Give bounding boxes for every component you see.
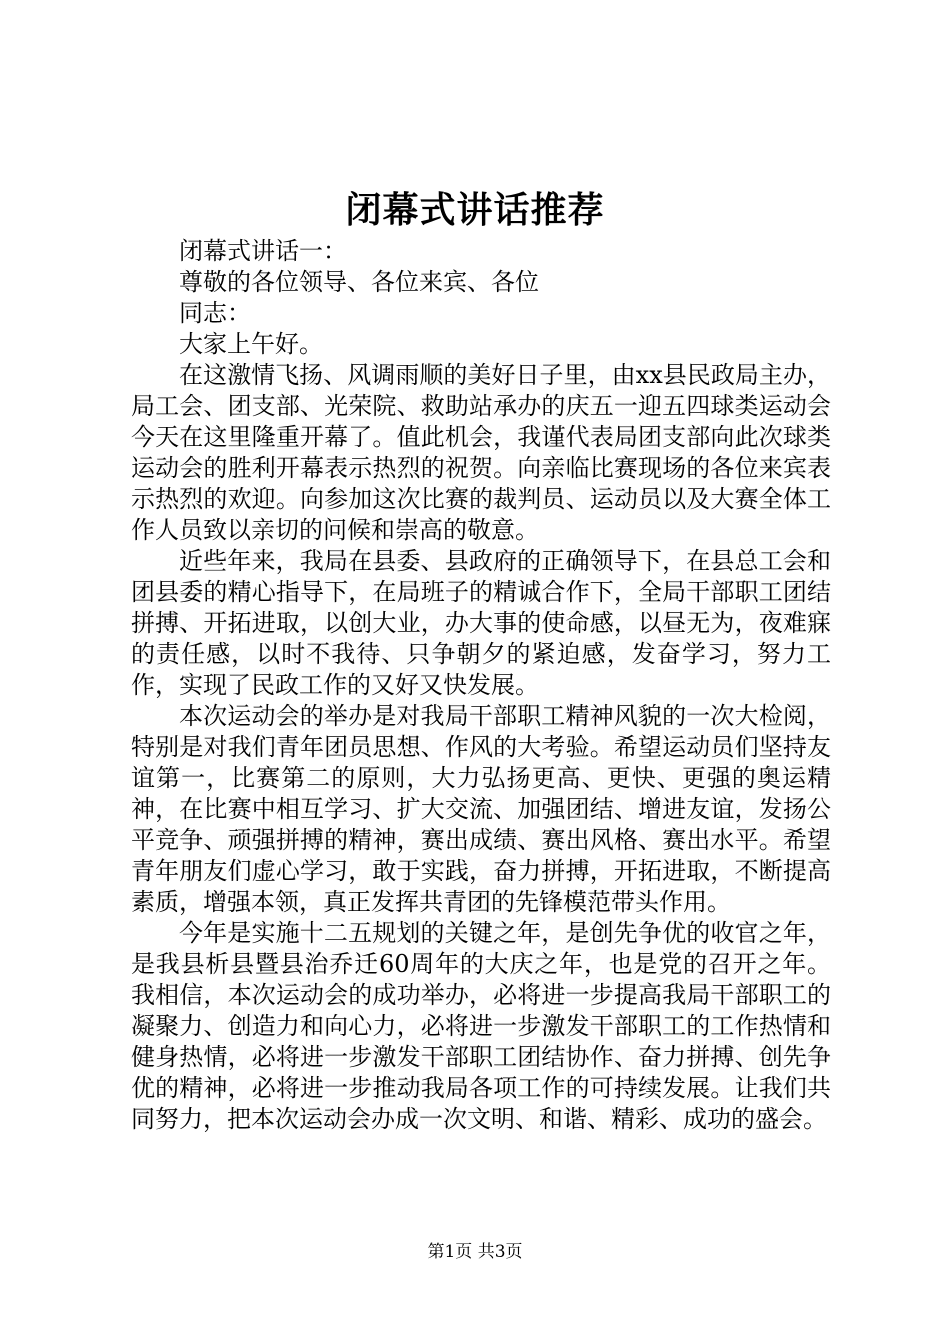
paragraph: 近些年来，我局在县委、县政府的正确领导下，在县总工会和团县委的精心指导下，在局班子的精诚合作下，全局干部职工团结拼搏、开拓进取，以创大业，办大事的使命感，以昼无为，夜难寐的责任感，以时不我待、只争朝夕的紧迫感，发奋学习，努力工作，实现了民政工作的又好又快发展。 [131,547,831,699]
paragraph: 尊敬的各位领导、各位来宾、各位 [179,268,539,296]
paragraph: 闭幕式讲话一： [179,237,347,265]
paragraph: 在这激情飞扬、风调雨顺的美好日子里，由xx县民政局主办，局工会、团支部、光荣院、救助站承办的庆五一迎五四球类运动会今天在这里隆重开幕了。值此机会，我谨代表局团支部向此次球类运动会的胜利开幕表示热烈的祝贺。向亲临比赛现场的各位来宾表示热烈的欢迎。向参加这次比赛的裁判员、运动员以及大赛全体工作人员致以亲切的问候和崇高的敬意。 [131,361,831,544]
paragraph: 同志： [179,299,251,327]
document-body [131,236,831,1135]
paragraph: 大家上午好。 [179,330,323,358]
paragraph: 本次运动会的举办是对我局干部职工精神风貌的一次大检阅，特别是对我们青年团员思想、作风的大考验。希望运动员们坚持友谊第一，比赛第二的原则，大力弘扬更高、更快、更强的奥运精神，在比赛中相互学习、扩大交流、加强团结、增进友谊，发扬公平竞争、顽强拼搏的精神，赛出成绩、赛出风格、赛出水平。希望青年朋友们虚心学习，敢于实践，奋力拼搏，开拓进取，不断提高素质，增强本领，真正发挥共青团的先锋模范带头作用。 [131,702,831,916]
document-title: 闭幕式讲话推荐 [345,189,605,231]
paragraph: 今年是实施十二五规划的关键之年，是创先争优的收官之年，是我县析县暨县治乔迁60周年的大庆之年，也是党的召开之年。我相信，本次运动会的成功举办，必将进一步提高我局干部职工的凝聚力、创造力和向心力，必将进一步激发干部职工的工作热情和健身热情，必将进一步激发干部职工团结协作、奋力拼搏、创先争优的精神，必将进一步推动我局各项工作的可持续发展。让我们共同努力，把本次运动会办成一次文明、和谐、精彩、成功的盛会。 [131,919,831,1133]
page-footer: 第1页 共3页 [427,1242,523,1262]
